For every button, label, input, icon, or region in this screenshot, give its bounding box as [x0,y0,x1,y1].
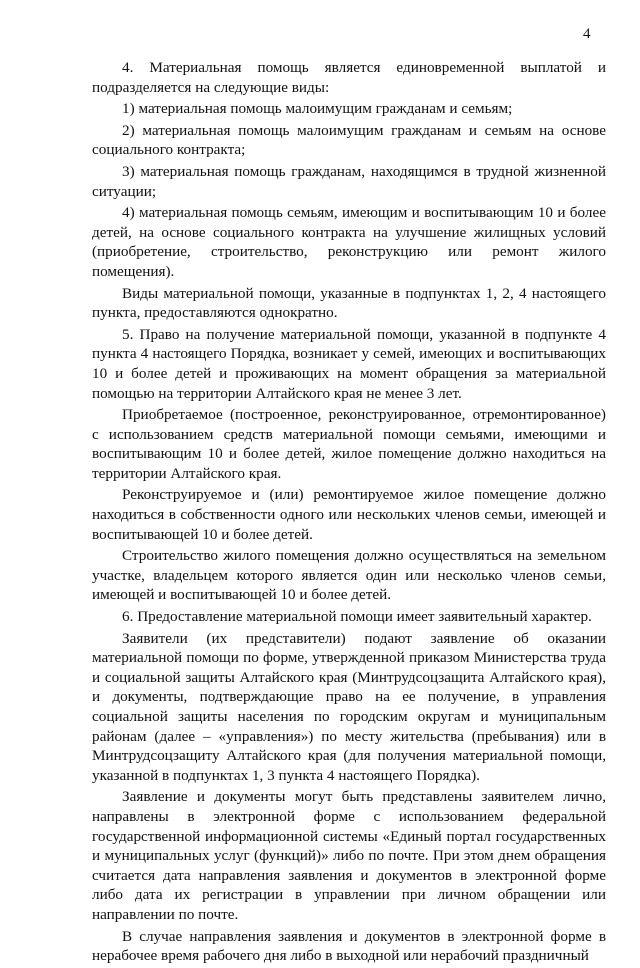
page-number: 4 [583,26,591,42]
paragraph: Виды материальной помощи, указанные в подпунктах 1, 2, 4 настоящего пункта, предоставляются однократно. [92,284,606,322]
paragraph: 5. Право на получение материальной помощи, указанной в подпункте 4 пункта 4 настоящего Порядка, возникает у семей, имеющих и воспитывающих 10 и более детей и проживающих на момент обращения за материальной помощью на территории Алтайского края не менее 3 лет. [92,325,606,402]
paragraph: 2) материальная помощь малоимущим гражданам и семьям на основе социального контракта; [92,121,606,159]
paragraph: 4. Материальная помощь является единовременной выплатой и подразделяется на следующие виды: [92,59,606,96]
paragraph: Заявители (их представители) подают заявление об оказании материальной помощи по форме, утвержденной приказом Министерства труда и социальной защиты Алтайского края (Минтрудсоцзащита Алтайского края), и документы, подтверждающие право на ее получение, в управления социальной защиты населения по городским округам и муниципальным районам (далее – «управления») по месту жительства (пребывания) или в Минтрудсоцзащиту Алтайского края (для получения материальной помощи, указанной в подпунктах 1, 3 пункта 4 настоящего Порядка). [92,629,606,784]
paragraph: 1) материальная помощь малоимущим гражданам и семьям; [122,100,513,118]
paragraph: Реконструируемое и (или) ремонтируемое жилое помещение должно находиться в собственности одного или нескольких членов семьи, имеющей и воспитывающей 10 и более детей. [92,486,606,543]
paragraph: Приобретаемое (построенное, реконструированное, отремонтированное) с использованием средств материальной помощи семьями, имеющими и воспитывающим 10 и более детей, жилое помещение должно находиться на территории Алтайского края. [92,406,606,482]
paragraph: Строительство жилого помещения должно осуществляться на земельном участке, владельцем которого является один или несколько членов семьи, имеющей и воспитывающей 10 и более детей. [92,547,606,604]
paragraph: Заявление и документы могут быть представлены заявителем лично, направлены в электронной форме с использованием федеральной государственной информационной системы «Единый портал государственных и муниципальных услуг (функций)» либо по почте. При этом днем обращения считается дата направления заявления и документов в электронной форме либо дата их регистрации в управлении при личном обращении или направлении по почте. [92,788,606,923]
body-text [92,58,606,968]
paragraph: 6. Предоставление материальной помощи имеет заявительный характер. [122,608,592,626]
paragraph: 4) материальная помощь семьям, имеющим и воспитывающим 10 и более детей, на основе социального контракта на улучшение жилищных условий (приобретение, строительство, реконструкцию или ремонт жилого помещения). [92,204,606,280]
paragraph: В случае направления заявления и документов в электронной форме в нерабочее время рабочего дня либо в выходной или нерабочий праздничный [92,927,606,965]
paragraph: 3) материальная помощь гражданам, находящимся в трудной жизненной ситуации; [92,162,606,200]
